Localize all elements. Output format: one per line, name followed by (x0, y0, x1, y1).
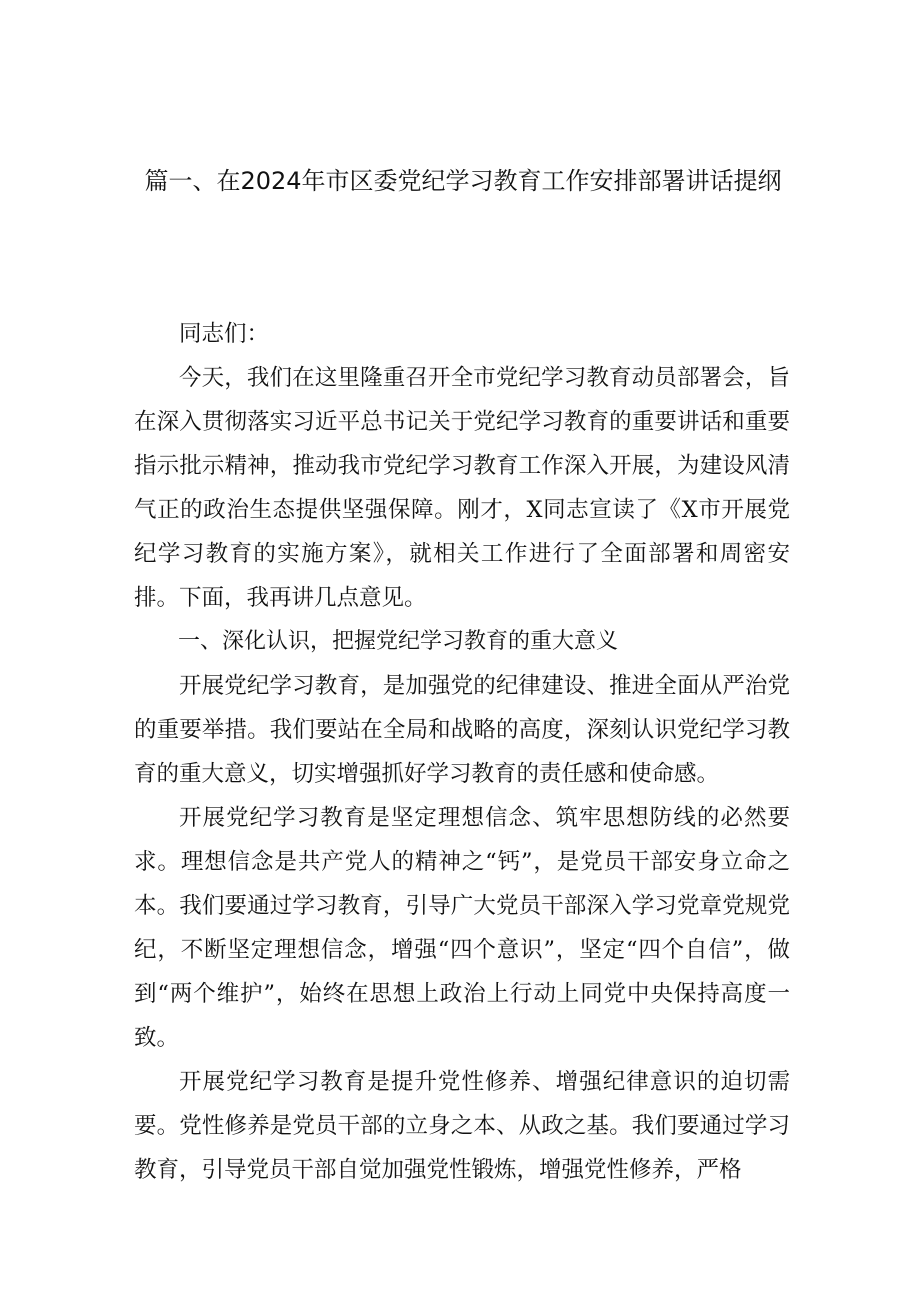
document-body (134, 312, 790, 1192)
greeting: 同志们： (179, 321, 270, 347)
paragraph-1: 开展党纪学习教育，是加强党的纪律建设、推进全面从严治党的重要举措。我们要站在全局和战略的高度，深刻认识党纪学习教育的重大意义，切实增强抓好学习教育的责任感和使命感。 (134, 673, 790, 787)
section-heading-1: 一、深化认识，把握党纪学习教育的重大意义 (178, 629, 619, 654)
document-title: 篇一、在2024年市区委党纪学习教育工作安排部署讲话提纲 (144, 167, 782, 195)
paragraph-intro: 今天，我们在这里隆重召开全市党纪学习教育动员部署会，旨在深入贯彻落实习近平总书记关于党纪学习教育的重要讲话和重要指示批示精神，推动我市党纪学习教育工作深入开展，为建设风清气正的政治生态提供坚强保障。刚才，X同志宣读了《X市开展党纪学习教育的实施方案》，就相关工作进行了全面部署和周密安排。下面，我再讲几点意见。 (134, 365, 790, 611)
paragraph-2: 开展党纪学习教育是坚定理想信念、筑牢思想防线的必然要求。理想信念是共产党人的精神之“钙”，是党员干部安身立命之本。我们要通过学习教育，引导广大党员干部深入学习党章党规党纪，不断坚定理想信念，增强“四个意识”，坚定“四个自信”，做到“两个维护”，始终在思想上政治上行动上同党中央保持高度一致。 (134, 805, 790, 1051)
paragraph-3: 开展党纪学习教育是提升党性修养、增强纪律意识的迫切需要。党性修养是党员干部的立身之本、从政之基。我们要通过学习教育，引导党员干部自觉加强党性锻炼，增强党性修养，严格 (134, 1069, 790, 1183)
